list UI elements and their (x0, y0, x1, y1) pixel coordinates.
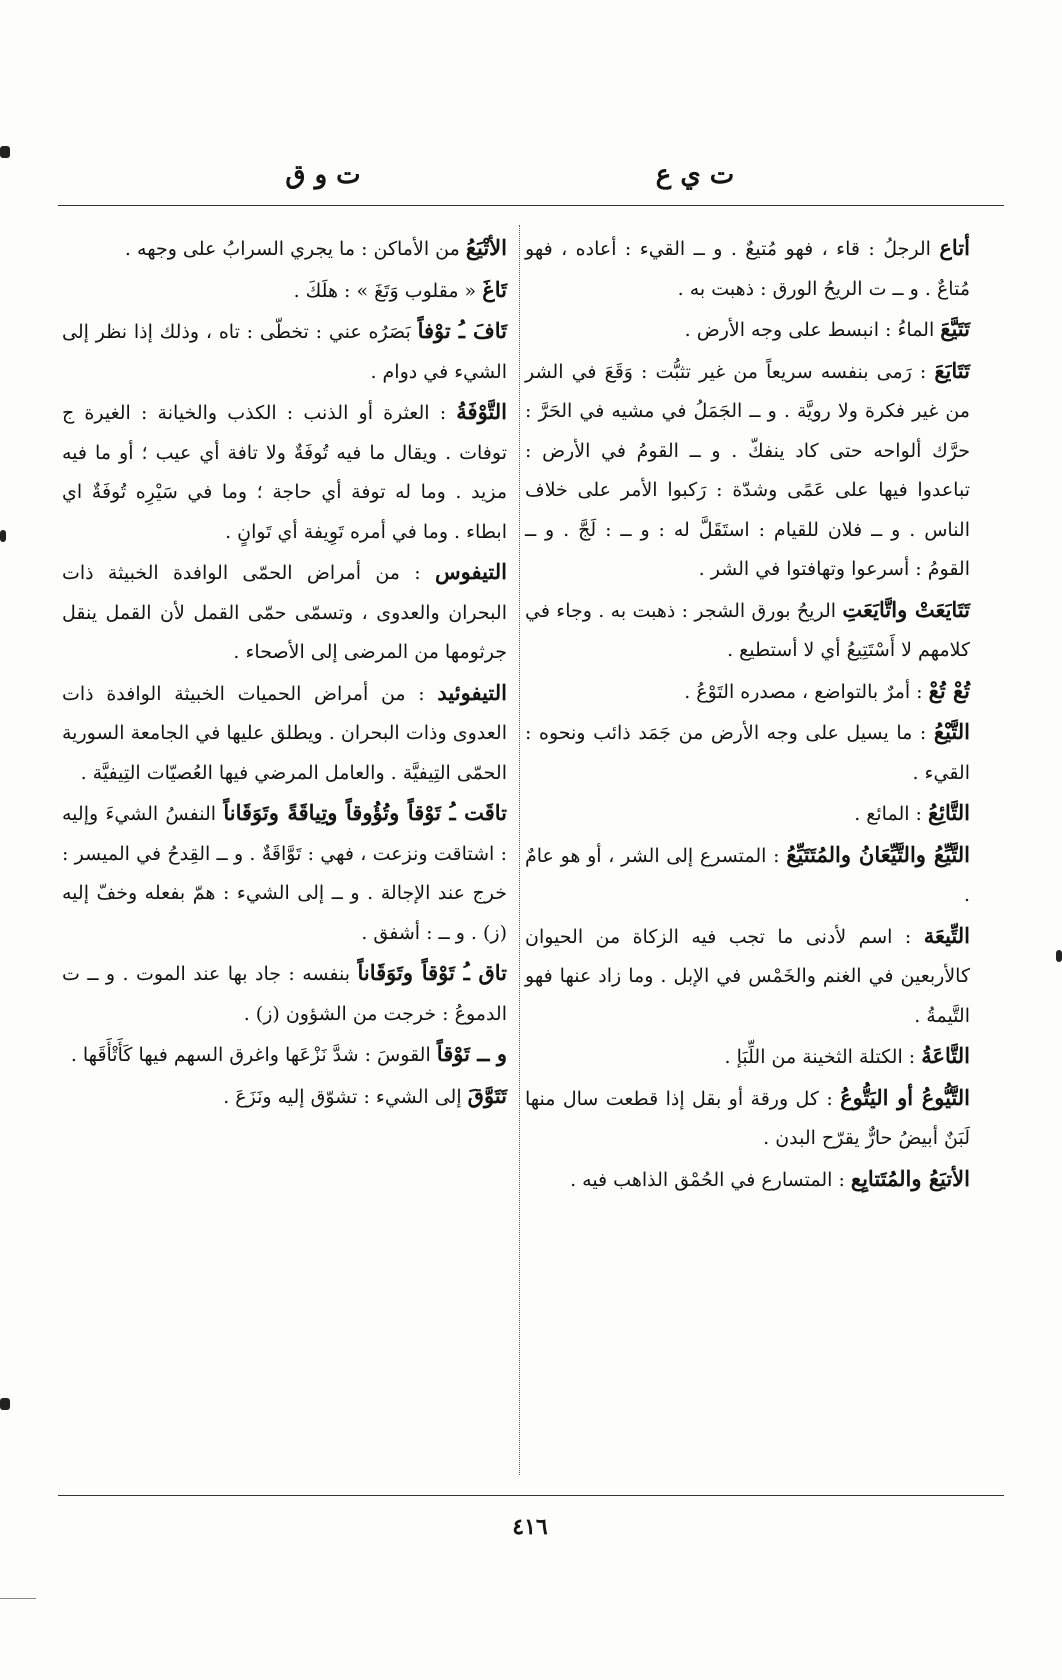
entry-headword: تَاغَ (482, 276, 507, 302)
entry-definition: : المتسارع في الحُمْق الذاهب فيه . (570, 1168, 845, 1191)
edge-mark (0, 530, 6, 542)
dictionary-entry (525, 309, 970, 351)
entry-definition: « مقلوب وَتَغَ » : هلَكَ . (293, 279, 477, 302)
entry-definition: القوسَ : شدَّ نَزْعَها واغرق السهم فيها كَأَتْأَقَها . (70, 1044, 431, 1066)
dictionary-entry (525, 793, 970, 835)
dictionary-entry (525, 1078, 970, 1159)
entry-definition: : رَمى بنفسه سريعاً من غير تثبُّت : وَقَعَ في الشر من غير فكرة ولا رويَّة . و ــ الجَمَلُ في مشيه في الحَرَّ : حرَّك ألواحه حتى كاد ينفكّ . و ــ القومُ في الأرض : تباعدوا فيها على عَمًى وشدّة : رَكبوا الأمر على خلاف الناس . و ــ فلان للقيام : استَقَلَّ له : و ــ : لَجَّ . و ــ القومُ : أسرعوا وتهافتوا في الشر . (525, 360, 970, 580)
entry-headword: تَتَايَعَتْ واتَّايَعَتِ (842, 596, 971, 622)
entry-headword: التَّائِعُ (928, 800, 970, 825)
entry-definition: بَصَرُه عني : تخطّى : تاه ، وذلك إذا نظر إلى الشيء في دوام . (62, 321, 507, 383)
running-header-left: ت و ق (285, 160, 361, 190)
running-header-right: ت ي ع (655, 160, 735, 190)
entry-headword: تاقَت ـُ تَوْقاً وتُؤُوقاً وتِياقَةً وتَوَقَاناً (223, 800, 508, 825)
entry-definition: : المائع . (854, 803, 922, 825)
entry-definition: الريحُ بورق الشجر : ذهبت به . وجاء في كلامهم لا أَسْتَتِيعُ أي لا أستطيع . (525, 599, 970, 661)
entry-definition: : المتسرع إلى الشر ، أو هو عامٌ . (525, 844, 970, 906)
entry-definition: الرجلُ : قاء ، فهو مُتيعٌ . و ــ القيء : أعاده ، فهو مُتاعٌ . و ــ ت الريحُ الورق : ذهبت به . (525, 238, 970, 300)
dictionary-entry (62, 311, 507, 392)
page-number: ٤١٦ (512, 1514, 548, 1540)
dictionary-entry (525, 712, 970, 793)
entry-headword: تَتَيَّعَ (940, 316, 970, 341)
header-rule (58, 205, 1004, 206)
dictionary-entry (62, 1076, 507, 1118)
dictionary-entry (62, 392, 507, 552)
dictionary-entry (525, 351, 970, 590)
entry-definition: الماءُ : انبسط على وجه الأرض . (684, 319, 935, 341)
dictionary-entry (62, 270, 507, 312)
entry-definition: : اسم لأدنى ما تجب فيه الزكاة من الحيوان كالأربعين في الغنم والخَمْس في الإبل . وما زاد عنها فهو التَّيمةُ . (525, 925, 970, 1027)
entry-definition: : من أمراض الحمّى الوافدة الخبيثة ذات البحران والعدوى ، وتسمّى حمّى القمل لأن القمل ينقل جرثومها من المرضى إلى الأصحاء . (62, 562, 507, 663)
dictionary-entry (62, 228, 507, 270)
entry-headword: التيفوئيد (437, 679, 507, 705)
dictionary-entry (525, 671, 970, 713)
entry-headword: تَتَوَّقَ (467, 1082, 507, 1108)
entry-definition: : كل ورقة أو بقل إذا قطعت سال منها لَبَنٌ أبيضُ حارٌّ يقرّح البدن . (525, 1087, 970, 1149)
entry-headword: تاق ـُ تَوْقاً وتَوَقَاناً (357, 960, 507, 985)
entry-definition: : من أمراض الحميات الخبيثة الوافدة ذات العدوى وذات البحران . ويطلق عليها في الجامعة السورية الحمّى التِيفيَّة . والعامل المرضي فيها العُصيّات التِيفيَّة . (62, 682, 507, 784)
entry-headword: الأتيَعُ والمُتَتايِع (850, 1165, 970, 1191)
entry-headword: تُعْ تُعْ (928, 677, 970, 703)
dictionary-entry (62, 793, 507, 953)
entry-definition: : الكتلة الثخينة من اللِّبَإ . (724, 1046, 916, 1068)
entry-headword: التَّيُّوعُ أو اليَتُّوعُ (840, 1084, 970, 1110)
dictionary-entry (62, 673, 507, 794)
entry-headword: التَّيْعُ (933, 719, 970, 744)
entry-headword: التَّوْفَةُ (456, 399, 507, 424)
entry-headword: التَّيِّعُ والتَّيِّعَانُ والمُتَتَيِّعُ (786, 841, 970, 867)
entry-definition: : أمرٌ بالتواضع ، مصدره التَوْعُ . (684, 680, 923, 703)
entry-definition: النفسُ الشيءَ وإليه : اشتاقت ونزعت ، فهي : تَوَّاقَةٌ . و ــ القِدحُ في الميسر : خرج عند الإجالة . و ــ إلى الشيء : همّ بفعله وخفّ إليه (ز) . و ــ : أشفق . (62, 803, 507, 944)
edge-mark (0, 146, 10, 158)
dictionary-entry (62, 1034, 507, 1076)
entry-definition: : العثرة أو الذنب : الكذب والخيانة : الغيرة ج توفات . ويقال ما فيه تُوفَةٌ ولا تافة أي عيب ؛ أو ما فيه مزيد . وما له توفة أي حاجة ؛ وما في سَيْرِه تُوفَةٌ اي ابطاء . وما في أمره تَوِيفة أي تَوانٍ . (62, 402, 507, 543)
dictionary-entry (62, 552, 507, 673)
dictionary-entry (525, 835, 970, 916)
footer-rule (58, 1495, 1004, 1496)
dictionary-entry (525, 228, 970, 309)
entry-headword: تَتَايَعَ (934, 357, 970, 383)
edge-mark (1056, 950, 1062, 962)
entry-definition: إلى الشيء : تشوّق إليه ونَزَعَ . (223, 1085, 462, 1108)
edge-mark (0, 1398, 10, 1410)
entry-headword: أتاع (939, 235, 971, 260)
dictionary-entry (62, 953, 507, 1034)
dictionary-entry (525, 1036, 970, 1078)
column-divider (519, 225, 520, 1475)
dictionary-entry (525, 590, 970, 671)
right-column (525, 228, 970, 1200)
entry-definition: من الأماكن : ما يجري السرابُ على وجهه . (124, 238, 460, 260)
entry-definition: بنفسه : جاد بها عند الموت . و ــ ت الدموعُ : خرجت من الشؤون (ز) . (62, 963, 507, 1025)
entry-headword: التَّاعَةُ (921, 1043, 970, 1068)
entry-headword: تَافَ ـُ توْفاً (417, 318, 507, 343)
margin-line (0, 1598, 36, 1599)
dictionary-entry (525, 916, 970, 1037)
left-column (62, 228, 507, 1117)
entry-headword: التيفوس (434, 559, 507, 584)
entry-headword: و ــ تَوْقاً (436, 1041, 507, 1066)
dictionary-entry (525, 1159, 970, 1201)
entry-definition: : ما يسيل على وجه الأرض من جَمَد ذائب ونحوه : القيء . (525, 722, 970, 784)
entry-headword: التِّيعَة (923, 922, 970, 948)
entry-headword: الأتْيَعُ (465, 235, 507, 260)
